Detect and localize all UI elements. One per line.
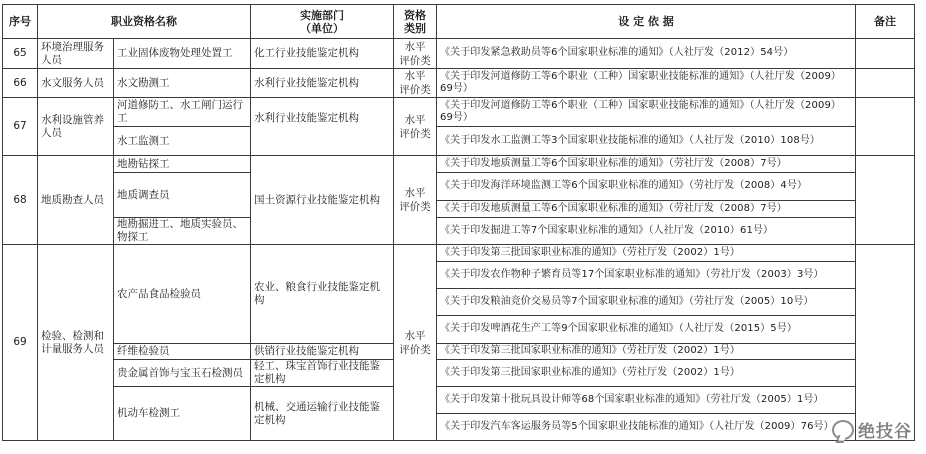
row-department: 机械、交通运输行业技能鉴定机构 (251, 387, 394, 441)
table-row (3, 387, 915, 414)
row-remark (856, 245, 915, 441)
row-basis: 《关于印发第三批国家职业标准的通知》（劳社厅发（2002）1号） (437, 245, 856, 262)
row-qualification: 地勘钻探工 (114, 156, 251, 173)
row-type-label: 水平 评价类 (399, 329, 431, 356)
row-remark (856, 39, 915, 69)
row-seq: 67 (3, 98, 38, 156)
row-qualification: 地勘掘进工、地质实验员、物探工 (114, 218, 251, 245)
row-department: 水利行业技能鉴定机构 (251, 69, 394, 98)
watermark-text: 绝技谷 (858, 422, 912, 442)
table-row (3, 156, 915, 173)
header-department-label: 实施部门 （单位） (300, 8, 344, 35)
row-basis: 《关于印发水工监测工等3个国家职业技能标准的通知》（人社厅发（2010）108号） (437, 127, 856, 156)
row-group: 地质勘查人员 (38, 156, 114, 245)
row-seq: 68 (3, 156, 38, 245)
row-department: 农业、粮食行业技能鉴定机构 (251, 245, 394, 344)
row-type-label: 水平 评价类 (399, 187, 431, 213)
row-basis: 《关于印发掘进工等7个国家职业标准的通知》（人社厅发（2010）61号） (437, 218, 856, 245)
row-type (394, 39, 437, 69)
header-basis: 设 定 依 据 (437, 5, 856, 39)
row-basis: 《关于印发河道修防工等6个职业（工种）国家职业技能标准的通知》（人社厅发（2009）69号） (437, 69, 856, 98)
row-basis: 《关于印发地质测量工等6个国家职业标准的通知》（劳社厅发（2008）7号） (437, 201, 856, 218)
row-department: 国土资源行业技能鉴定机构 (251, 156, 394, 245)
row-type-label: 水平 评价类 (399, 113, 431, 140)
row-basis: 《关于印发第十批玩具设计师等68个国家职业标准的通知》（劳社厅发（2005）1号） (437, 387, 856, 414)
row-group: 水利设施管养人员 (38, 98, 114, 156)
row-department: 供销行业技能鉴定机构 (251, 344, 394, 360)
row-group: 环境治理服务人员 (38, 39, 114, 69)
row-qualification: 工业固体废物处理处置工 (114, 39, 251, 69)
row-remark (856, 156, 915, 245)
row-remark (856, 69, 915, 98)
row-seq: 69 (3, 245, 38, 441)
row-qualification: 机动车检测工 (114, 387, 251, 441)
row-qualification: 纤维检验员 (114, 344, 251, 360)
table-row (3, 218, 915, 245)
row-department: 化工行业技能鉴定机构 (251, 39, 394, 69)
row-basis: 《关于印发地质测量工等6个国家职业标准的通知》（劳社厅发（2008）7号） (437, 156, 856, 173)
header-type (394, 5, 437, 39)
row-type (394, 69, 437, 98)
header-row (3, 5, 915, 39)
row-basis: 《关于印发第三批国家职业标准的通知》（劳社厅发（2002）1号） (437, 344, 856, 360)
row-seq: 66 (3, 69, 38, 98)
row-basis: 《关于印发海洋环境监测工等6个国家职业标准的通知》（劳社厅发（2008）4号） (437, 173, 856, 201)
header-qualification-name: 职业资格名称 (38, 5, 251, 39)
row-remark (856, 98, 915, 156)
row-basis: 《关于印发粮油竞价交易员等7个国家职业标准的通知》（劳社厅发（2005）10号） (437, 289, 856, 316)
row-basis: 《关于印发农作物种子繁育员等17个国家职业标准的通知》（劳社厅发（2003）3号） (437, 262, 856, 289)
row-type (394, 156, 437, 245)
row-basis: 《关于印发啤酒花生产工等9个国家职业标准的通知》（人社厅发（2015）5号） (437, 316, 856, 344)
qualification-table (2, 4, 915, 441)
row-qualification: 地质调查员 (114, 173, 251, 218)
row-basis: 《关于印发紧急救助员等6个国家职业标准的通知》（人社厅发（2012）54号） (437, 39, 856, 69)
header-type-label: 资格 类别 (404, 8, 426, 35)
table-row (3, 69, 915, 98)
row-group: 检验、检测和计量服务人员 (38, 245, 114, 441)
row-department: 水利行业技能鉴定机构 (251, 98, 394, 156)
row-qualification: 农产品食品检验员 (114, 245, 251, 344)
row-basis: 《关于印发汽车客运服务员等5个国家职业技能标准的通知》（人社厅发（2009）76号） (437, 414, 856, 441)
header-department (251, 5, 394, 39)
table-row (3, 245, 915, 262)
header-remark: 备注 (856, 5, 915, 39)
row-qualification: 水工监测工 (114, 127, 251, 156)
row-department: 轻工、珠宝首饰行业技能鉴定机构 (251, 360, 394, 387)
row-seq: 65 (3, 39, 38, 69)
row-group: 水文服务人员 (38, 69, 114, 98)
table-row (3, 98, 915, 127)
table-row (3, 344, 915, 360)
qualification-table-page (2, 4, 914, 447)
table-row (3, 173, 915, 201)
row-qualification: 河道修防工、水工闸门运行工 (114, 98, 251, 127)
table-row (3, 360, 915, 387)
row-basis: 《关于印发第三批国家职业标准的通知》（劳社厅发（2002）1号） (437, 360, 856, 387)
table-row (3, 127, 915, 156)
header-seq: 序号 (3, 5, 38, 39)
row-type (394, 245, 437, 441)
row-type-label: 水平 评价类 (399, 70, 431, 96)
wechat-bubble-icon (832, 420, 854, 440)
table-row (3, 39, 915, 69)
row-type-label: 水平 评价类 (399, 40, 431, 67)
watermark (832, 417, 912, 442)
row-basis: 《关于印发河道修防工等6个职业（工种）国家职业技能标准的通知》（人社厅发（2009）69号） (437, 98, 856, 127)
row-qualification: 水文勘测工 (114, 69, 251, 98)
row-type (394, 98, 437, 156)
row-qualification: 贵金属首饰与宝玉石检测员 (114, 360, 251, 387)
